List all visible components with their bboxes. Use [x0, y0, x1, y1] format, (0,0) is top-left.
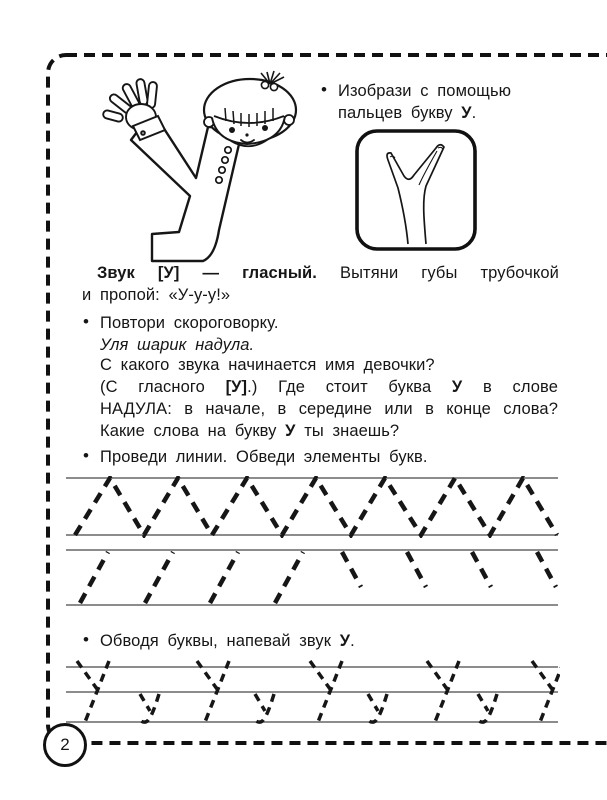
twister-phrase: Уля шарик надула.	[100, 336, 255, 354]
sound-paragraph	[82, 262, 559, 306]
letters-prompt: Обводя буквы, напевай звук У.	[100, 632, 355, 650]
page-number: 2	[60, 735, 70, 754]
question-line4: Какие слова на букву У ты знаешь?	[100, 422, 400, 440]
question-line1: С какого звука начинается имя девочки?	[100, 356, 435, 374]
trace-row-slants[interactable]	[66, 547, 560, 609]
trace-prompt: Проведи линии. Обведи элементы букв.	[100, 448, 428, 466]
question-line2: (С гласного [У].) Где стоит буква У в слове	[100, 378, 558, 396]
finger-sign-caption	[321, 80, 570, 124]
girl-letter-u-illustration	[95, 70, 301, 265]
twister-prompt: Повтори скороговорку.	[100, 314, 279, 332]
sound-line2: и пропой: «У-у-у!»	[82, 286, 231, 304]
caption-line1: Изобрази с помощью	[338, 82, 512, 100]
page-number-badge	[43, 723, 87, 767]
bullet-icon: •	[321, 80, 328, 99]
caption-line2: пальцев букву У.	[338, 104, 477, 122]
tongue-twister-block	[83, 312, 558, 356]
letters-prompt-block	[83, 630, 558, 652]
trace-prompt-block	[83, 446, 558, 468]
trace-row-zigzag[interactable]	[66, 476, 560, 538]
bullet-icon: •	[83, 630, 90, 649]
questions-block	[100, 354, 558, 442]
letter-u-outline	[131, 124, 243, 261]
bullet-icon: •	[83, 312, 90, 331]
bullet-icon: •	[83, 446, 90, 465]
hand-sign-image	[354, 128, 478, 252]
sound-line1: Звук [У] — гласный. Вытяни губы трубочкой	[97, 264, 559, 282]
trace-row-letters[interactable]	[66, 655, 560, 733]
question-line3: НАДУЛА: в начале, в середине или в конце слова?	[100, 400, 558, 418]
